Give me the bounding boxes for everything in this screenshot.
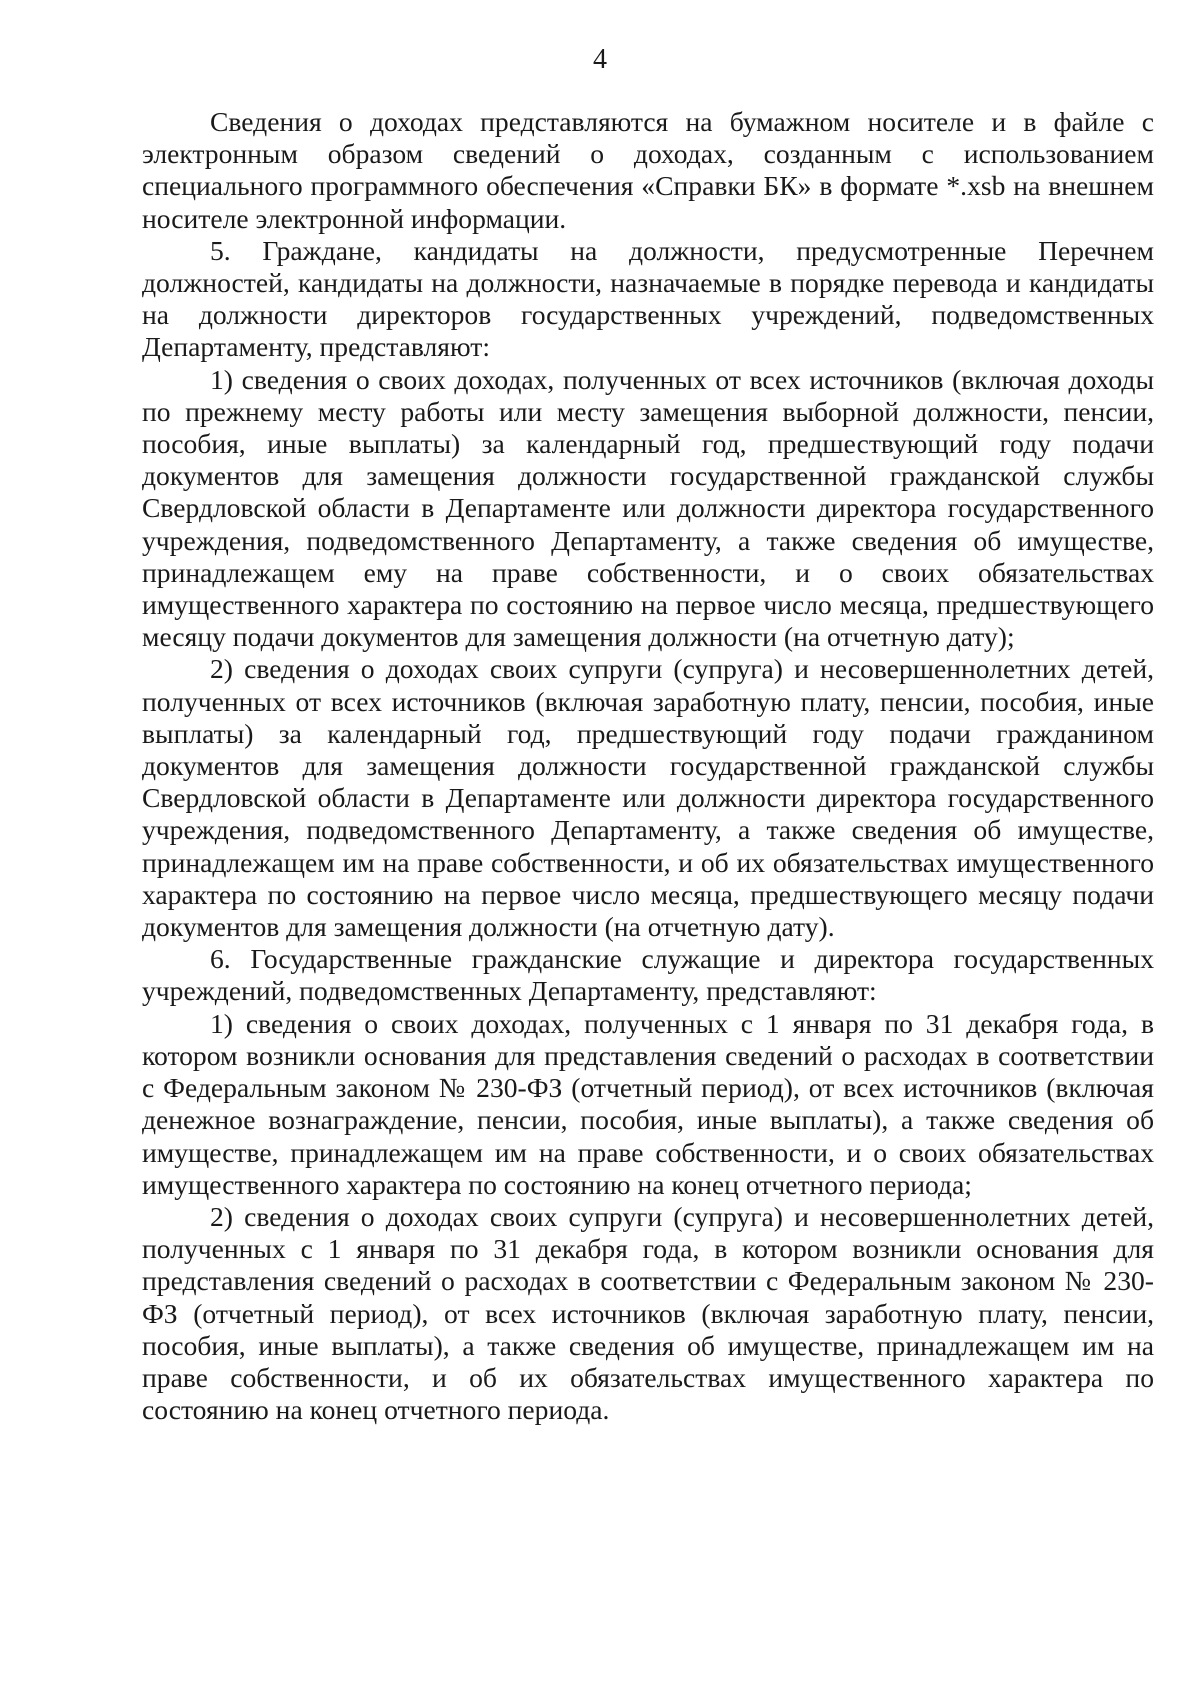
paragraph-clause-5: 5. Граждане, кандидаты на должности, предусмотренные Перечнем должностей, кандидаты на должности, назначаемые в порядке перевода и кандидаты на должности директоров государственных учреждений, подведомственных Департаменту, представляют: [142,234,1154,363]
document-body [142,106,1154,1426]
paragraph-clause-5-item-1: 1) сведения о своих доходах, полученных от всех источников (включая доходы по прежнему месту работы или месту замещения выборной должности, пенсии, пособия, иные выплаты) за календарный год, предшествующий году подачи документов для замещения должности государственной гражданской службы Свердловской области в Департаменте или должности директора государственного учреждения, подведомственного Департаменту, а также сведения об имуществе, принадлежащем ему на праве собственности, и о своих обязательствах имущественного характера по состоянию на первое число месяца, предшествующего месяцу подачи документов для замещения должности (на отчетную дату); [142,363,1154,653]
paragraph-clause-6: 6. Государственные гражданские служащие и директора государственных учреждений, подведомственных Департаменту, представляют: [142,943,1154,1007]
page-number: 4 [593,44,607,75]
paragraph-clause-6-item-2: 2) сведения о доходах своих супруги (супруга) и несовершеннолетних детей, полученных с 1 января по 31 декабря года, в котором возникли основания для представления сведений о расходах в соответствии с Федеральным законом № 230-ФЗ (отчетный период), от всех источников (включая заработную плату, пенсии, пособия, иные выплаты), а также сведения об имуществе, принадлежащем им на праве собственности, и об их обязательствах имущественного характера по состоянию на конец отчетного периода. [142,1200,1154,1426]
paragraph-clause-5-item-2: 2) сведения о доходах своих супруги (супруга) и несовершеннолетних детей, полученных от всех источников (включая заработную плату, пенсии, пособия, иные выплаты) за календарный год, предшествующий году подачи гражданином документов для замещения должности государственной гражданской службы Свердловской области в Департаменте или должности директора государственного учреждения, подведомственного Департаменту, а также сведения об имуществе, принадлежащем им на праве собственности, и об их обязательствах имущественного характера по состоянию на первое число месяца, предшествующего месяцу подачи документов для замещения должности (на отчетную дату). [142,653,1154,943]
paragraph-income-submission-format: Сведения о доходах представляются на бумажном носителе и в файле с электронным образом сведений о доходах, созданным с использованием специального программного обеспечения «Справки БК» в формате *.xsb на внешнем носителе электронной информации. [142,106,1154,234]
paragraph-clause-6-item-1: 1) сведения о своих доходах, полученных с 1 января по 31 декабря года, в котором возникли основания для представления сведений о расходах в соответствии с Федеральным законом № 230-ФЗ (отчетный период), от всех источников (включая денежное вознаграждение, пенсии, пособия, иные выплаты), а также сведения об имуществе, принадлежащем им на праве собственности, и о своих обязательствах имущественного характера по состоянию на конец отчетного периода; [142,1007,1154,1200]
